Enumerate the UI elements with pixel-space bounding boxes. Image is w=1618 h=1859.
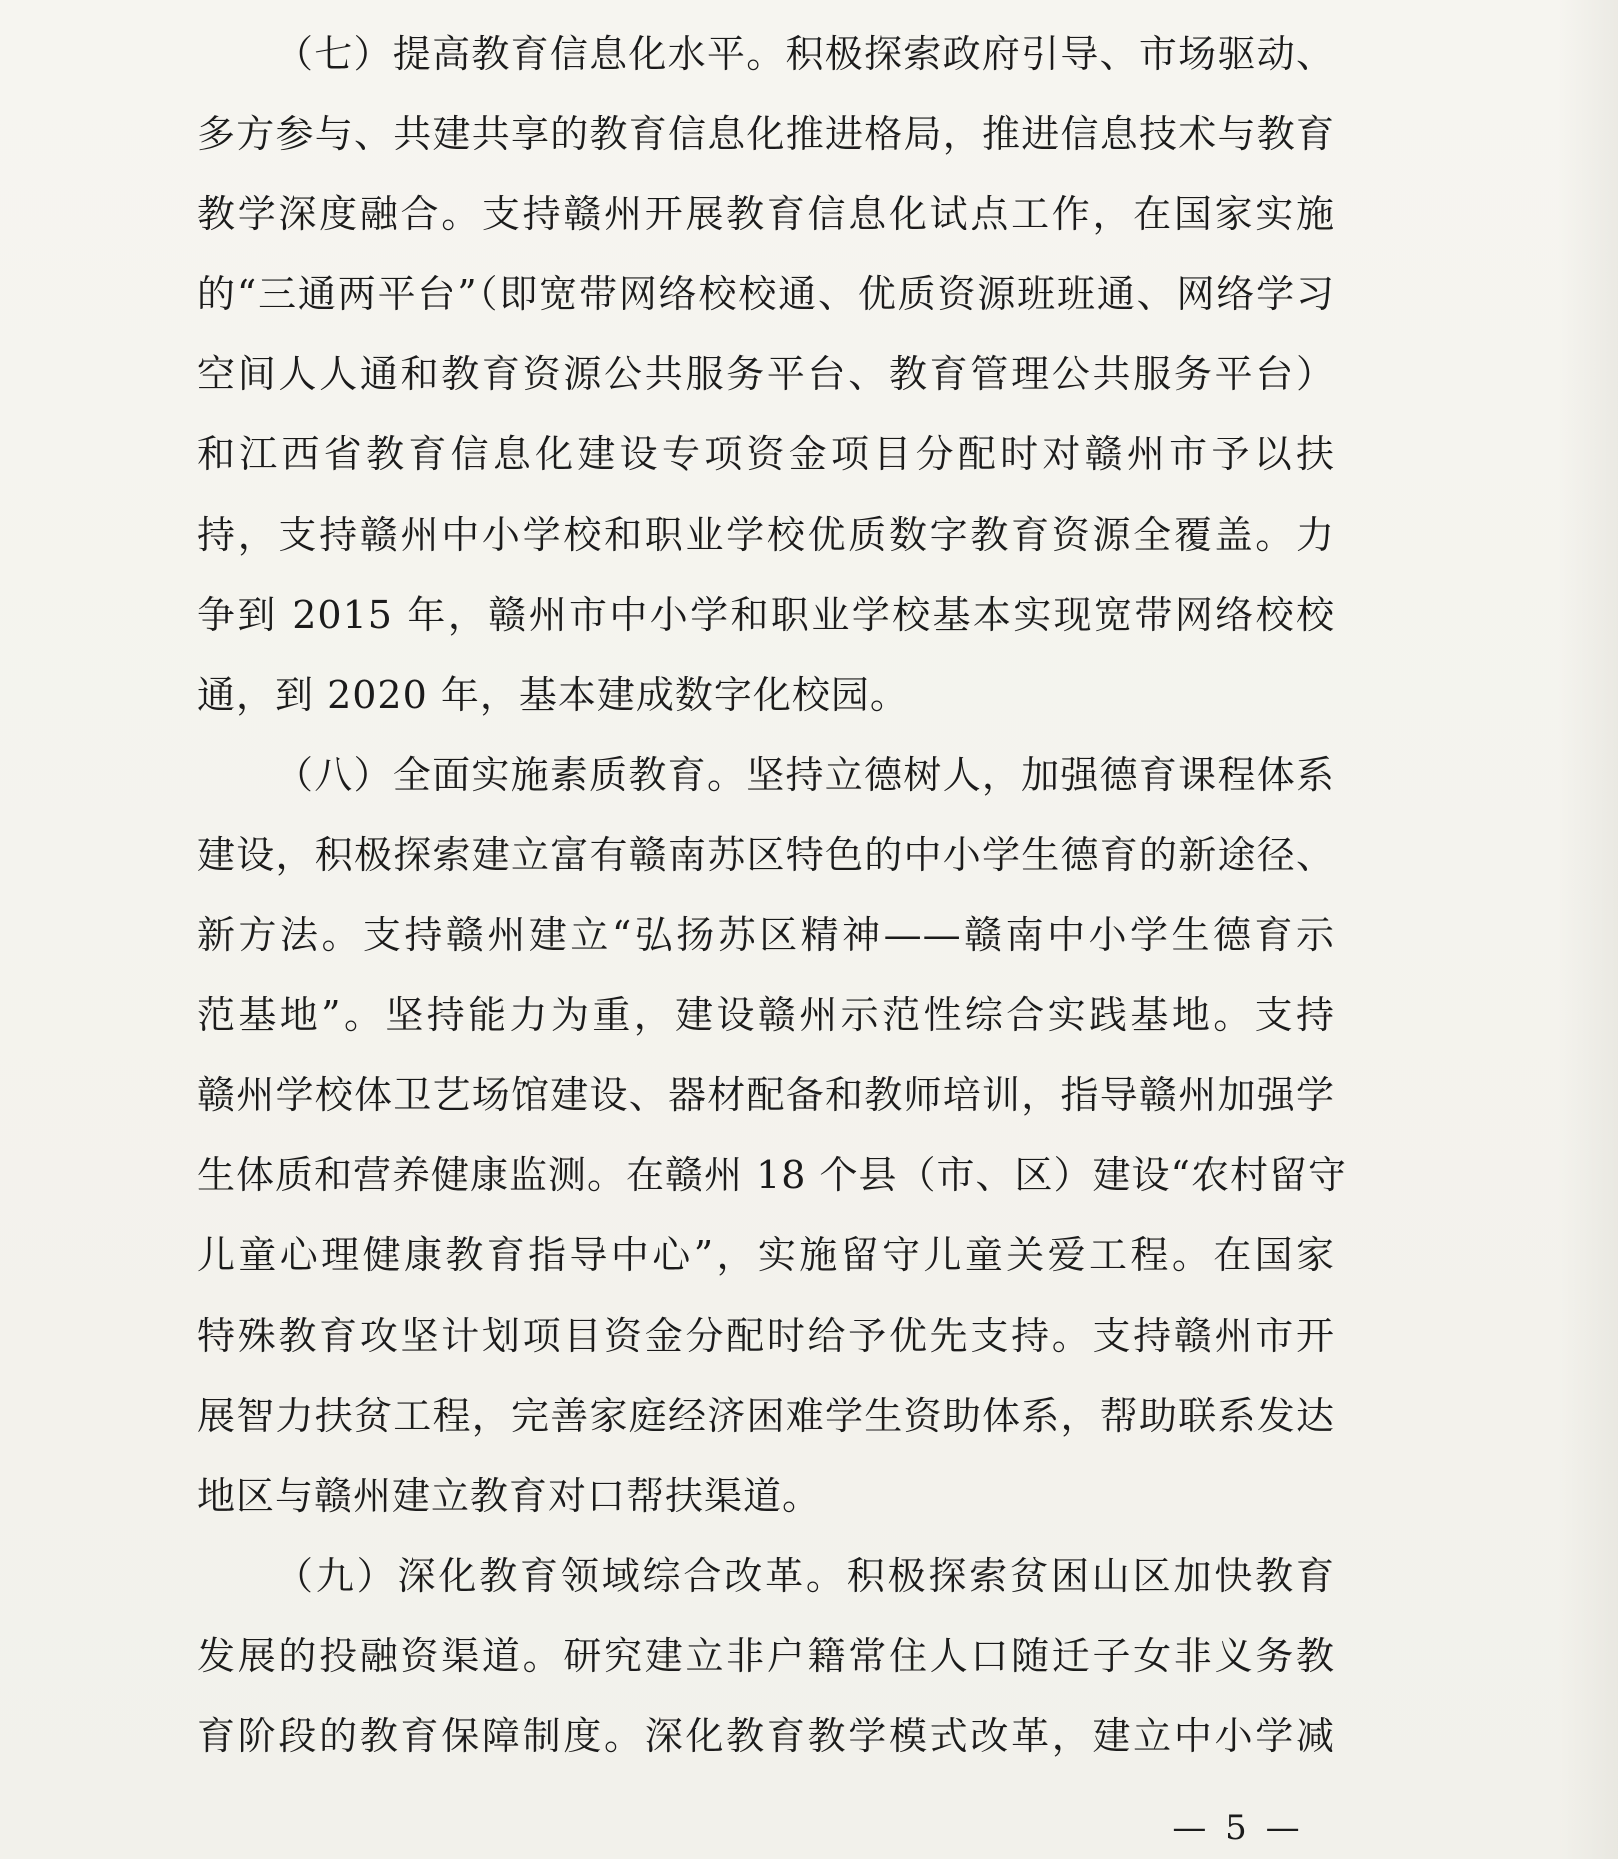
text-line: 发展的投融资渠道。研究建立非户籍常住人口随迁子女非义务教: [197, 1633, 1335, 1678]
text-line: 教学深度融合。支持赣州开展教育信息化试点工作，在国家实施: [197, 192, 1335, 237]
text-line: 和江西省教育信息化建设专项资金项目分配时对赣州市予以扶: [197, 432, 1335, 477]
text-line: 赣州学校体卫艺场馆建设、器材配备和教师培训，指导赣州加强学: [197, 1073, 1335, 1118]
body-text: [197, 14, 1347, 1776]
text-line: 生体质和营养健康监测。在赣州 18 个县（市、区）建设“农村留守: [197, 1153, 1347, 1198]
text-line-paragraph-8-start: （八）全面实施素质教育。坚持立德树人，加强德育课程体系: [275, 752, 1335, 797]
text-line: 特殊教育攻坚计划项目资金分配时给予优先支持。支持赣州市开: [197, 1313, 1335, 1358]
text-line-paragraph-7-end: 通，到 2020 年，基本建成数字化校园。: [197, 672, 909, 717]
text-line: 空间人人通和教育资源公共服务平台、教育管理公共服务平台）: [197, 352, 1335, 397]
text-line-paragraph-8-end: 地区与赣州建立教育对口帮扶渠道。: [197, 1473, 822, 1518]
text-line: 多方参与、共建共享的教育信息化推进格局，推进信息技术与教育: [197, 112, 1335, 157]
scan-edge-shadow: [1558, 0, 1618, 1859]
text-line-paragraph-9-start: （九）深化教育领域综合改革。积极探索贫困山区加快教育: [275, 1553, 1335, 1598]
page-number: — 5 —: [1172, 1808, 1304, 1848]
text-line: 育阶段的教育保障制度。深化教育教学模式改革，建立中小学减: [197, 1713, 1335, 1758]
text-line: 展智力扶贫工程，完善家庭经济困难学生资助体系，帮助联系发达: [197, 1393, 1335, 1438]
text-line: 持，支持赣州中小学校和职业学校优质数字教育资源全覆盖。力: [197, 512, 1335, 557]
text-line: 新方法。支持赣州建立“弘扬苏区精神——赣南中小学生德育示: [197, 913, 1335, 958]
text-line: 建设，积极探索建立富有赣南苏区特色的中小学生德育的新途径、: [197, 832, 1335, 877]
text-line: 的“三通两平台”（即宽带网络校校通、优质资源班班通、网络学习: [197, 272, 1335, 317]
text-line: 范基地”。坚持能力为重，建设赣州示范性综合实践基地。支持: [197, 993, 1335, 1038]
text-line: 儿童心理健康教育指导中心”，实施留守儿童关爱工程。在国家: [197, 1233, 1335, 1278]
text-line: 争到 2015 年，赣州市中小学和职业学校基本实现宽带网络校校: [197, 592, 1335, 637]
text-line-paragraph-7-start: （七）提高教育信息化水平。积极探索政府引导、市场驱动、: [275, 32, 1335, 76]
